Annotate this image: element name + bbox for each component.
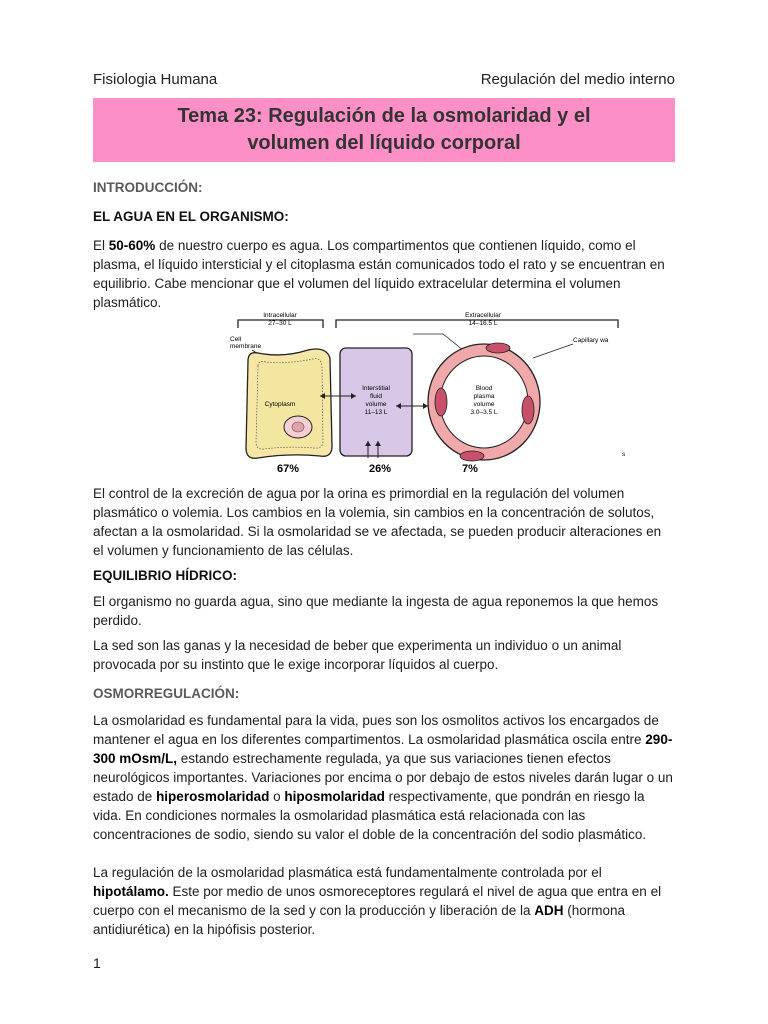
cell-label: Cell	[230, 336, 242, 343]
interstitial-label-1: Interstitial	[362, 385, 390, 392]
body-fluid-compartments-figure	[228, 306, 628, 476]
cytoplasm-label: Cytoplasm	[264, 401, 296, 408]
endothelial-nucleus-left	[435, 388, 447, 416]
extracellular-label: Extracellular	[465, 312, 501, 319]
extracellular-volume: 14–16.5 L	[468, 320, 498, 327]
section-osmorregulacion: OSMORREGULACIÓN:	[93, 686, 240, 701]
p5-bold-range: 290-300 mOsm/L,	[93, 732, 673, 766]
paragraph-no-guarda-agua: El organismo no guarda agua, sino que mediante la ingesta de agua reponemos la que hemos perdido.	[93, 594, 659, 628]
membrane-label: membrane	[230, 343, 262, 350]
blood-label-4: 3.0–3.5 L	[470, 409, 498, 416]
p5-text-a: La osmolaridad es fundamental para la vida, pues son los osmolitos activos los encargados de mantener el agua en los diferentes compartimentos. La osmolaridad plasmática oscila entre	[93, 713, 659, 747]
percent-plasma: 7%	[462, 463, 478, 475]
title-line-1: Tema 23: Regulación de la osmolaridad y el	[177, 105, 591, 127]
page-header	[93, 71, 675, 88]
intracellular-volume: 27–30 L	[268, 320, 292, 327]
percent-intracellular: 67%	[276, 463, 300, 475]
p6-bold-hipotalamo: hipotálamo.	[93, 884, 169, 899]
p5-text-e: o	[269, 789, 285, 804]
paragraph-osmolaridad	[93, 711, 675, 844]
p1-text-a: El	[93, 238, 109, 253]
figure-edge-s: s	[622, 451, 626, 458]
p6-text-e: (hormona antidiurética) en la hipófisis posterior.	[93, 903, 626, 937]
paragraph-control-excrecion: El control de la excreción de agua por la orina es primordial en la regulación del volumen plasmático o volemia. Los cambios en la volemia, sin cambios en la concentración de solutos, afectan a la osmolaridad. Si la osmolaridad se ve afectada, se pueden producir alteraciones en el volumen y funcionamiento de las células.	[93, 486, 662, 558]
title-line-2: volumen del líquido corporal	[247, 132, 521, 154]
blood-label-3: volume	[473, 401, 495, 408]
header-left: Fisiologia Humana	[93, 71, 218, 88]
interstitial-label-3: volume	[365, 401, 387, 408]
endothelial-nucleus-bottom	[460, 451, 484, 461]
percent-interstitial: 26%	[368, 463, 392, 475]
paragraph-sed: La sed son las ganas y la necesidad de beber que experimenta un individuo o un animal provocada por su instinto que le exige incorporar líquidos al cuerpo.	[93, 638, 622, 672]
paragraph-agua	[93, 236, 675, 312]
header-right: Regulación del medio interno	[480, 71, 675, 88]
endothelial-nucleus-top	[486, 343, 510, 353]
intracellular-label: Intracellular	[263, 312, 297, 319]
nucleolus	[292, 422, 304, 432]
interstitial-label-2: fluid	[370, 393, 382, 400]
capillary-pointer	[533, 344, 573, 358]
p5-text-g: respectivamente, que pondrán en riesgo la vida. En condiciones normales la osmolaridad plasmática está relacionada con las concentraciones de sodio, siendo su valor el doble de la concentración del sodio plasmático.	[93, 789, 647, 842]
interstitial-label-4: 11–13 L	[364, 409, 388, 416]
page-number: 1	[93, 955, 101, 971]
section-introduccion: INTRODUCCIÓN:	[93, 180, 203, 195]
section-agua-organismo: EL AGUA EN EL ORGANISMO:	[93, 209, 289, 224]
p1-text-c: de nuestro cuerpo es agua. Los compartimentos que contienen líquido, como el plasma, el líquido intersticial y el citoplasma están comunicados todo el rato y se encuentran en equilibrio. Cabe mencionar que el volumen del líquido extracelular determina el volumen plasmático.	[93, 238, 665, 310]
p6-text-a: La regulación de la osmolaridad plasmática está fundamentalmente controlada por el	[93, 865, 602, 880]
title-banner	[93, 98, 675, 162]
paragraph-regulacion-hipotalamo	[93, 863, 675, 939]
p5-bold-hiper: hiperosmolaridad	[156, 789, 270, 804]
p5-bold-hipo: hiposmolaridad	[284, 789, 385, 804]
endothelial-nucleus-right	[522, 396, 534, 424]
blood-label-2: plasma	[473, 393, 495, 400]
p1-bold-percent: 50-60%	[108, 238, 156, 253]
blood-label-1: Blood	[475, 385, 493, 392]
p5-text-c: estando estrechamente regulada, ya que sus variaciones tienen efectos neurológicos importantes. Variaciones por encima o por debajo de estos niveles darán lugar o un estado de	[93, 751, 673, 804]
section-equilibrio-hidrico: EQUILIBRIO HÍDRICO:	[93, 568, 237, 583]
capillary-label: Capillary wa	[573, 337, 609, 344]
p6-bold-adh: ADH	[534, 903, 564, 918]
p6-text-c: Este por medio de unos osmoreceptores regulará el nivel de agua que entra en el cuerpo con el mecanismo de la sed y con la producción y liberación de la	[93, 884, 662, 918]
